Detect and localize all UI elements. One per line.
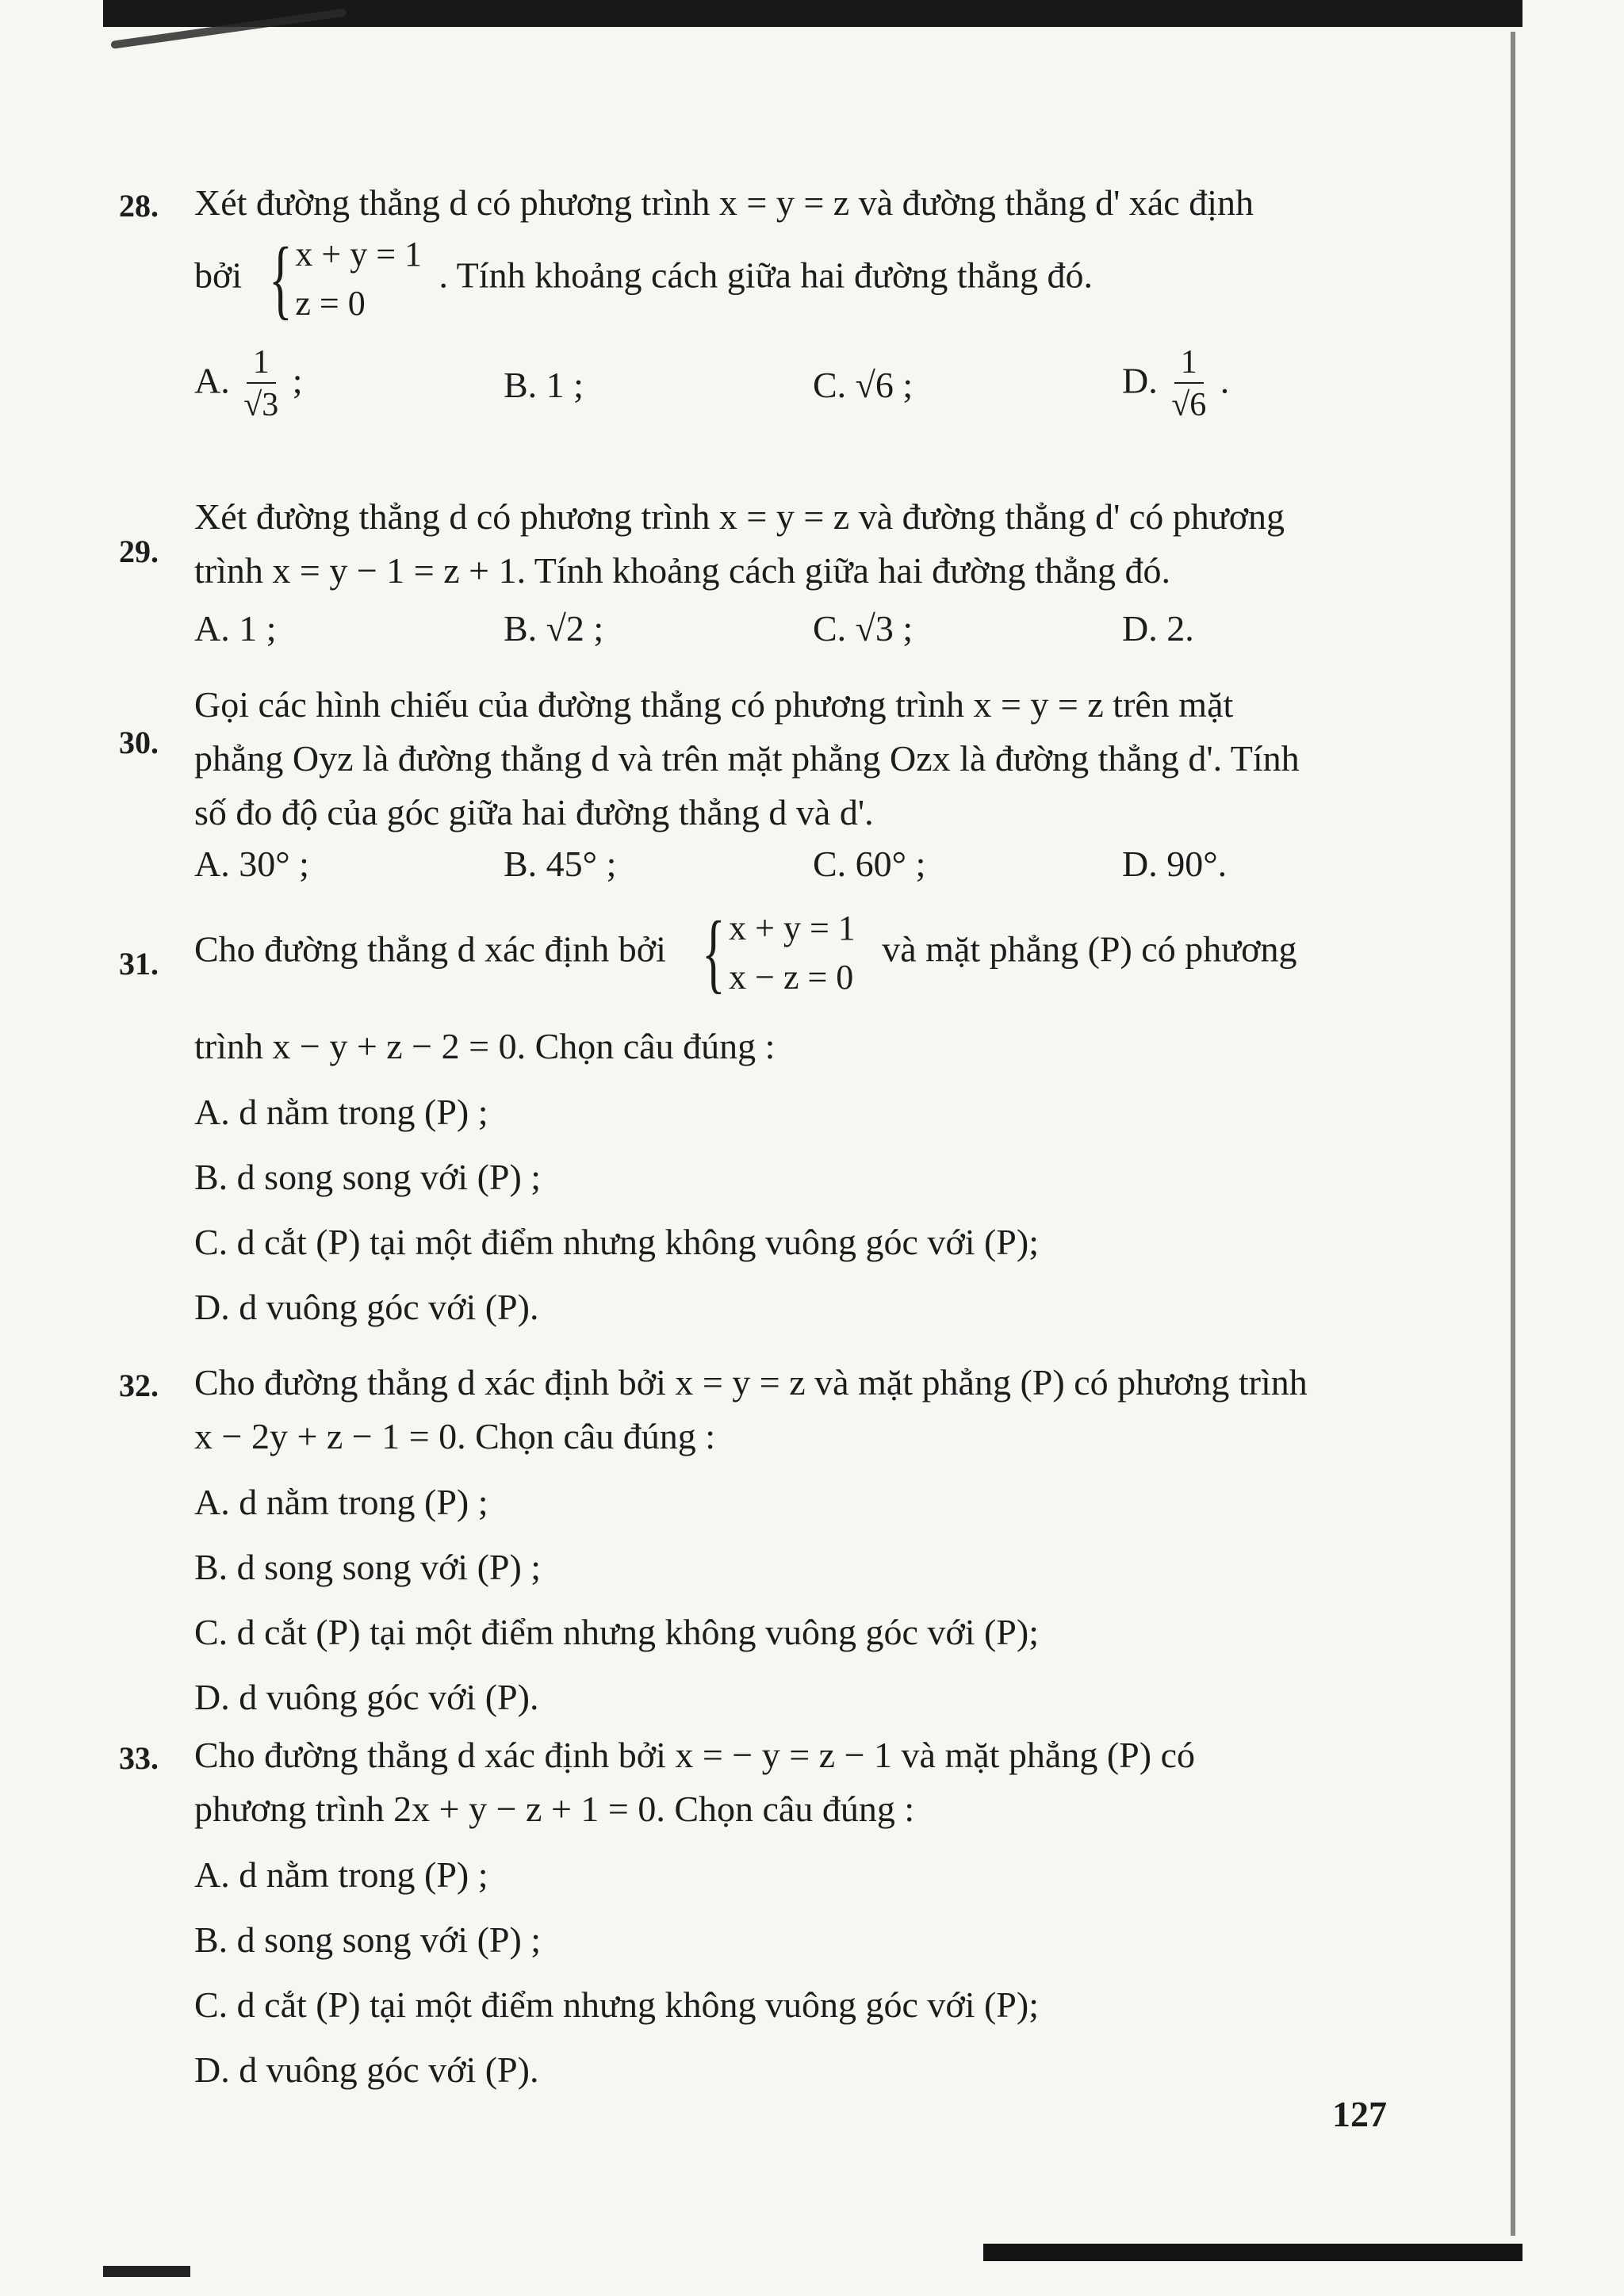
option-a: A. d nằm trong (P) ;	[194, 1092, 488, 1132]
option-a: A. 1 ;	[194, 608, 277, 649]
option-b: B. √2 ;	[504, 608, 604, 649]
question-line: số đo độ của góc giữa hai đường thẳng d và d'.	[194, 792, 874, 832]
question-line: phương trình 2x + y − z + 1 = 0. Chọn câu đúng :	[194, 1789, 915, 1829]
equation-line: x + y = 1	[729, 909, 856, 947]
equation-line: x + y = 1	[295, 235, 423, 274]
option-c: C. d cắt (P) tại một điểm nhưng không vuông góc với (P);	[194, 1222, 1039, 1262]
question-line: Gọi các hình chiếu của đường thẳng có phương trình x = y = z trên mặt	[194, 684, 1234, 725]
option-b: B. d song song với (P) ;	[194, 1157, 542, 1197]
question-number: 28.	[119, 188, 159, 224]
question-33	[119, 1728, 1396, 2103]
answer-options	[194, 342, 1396, 427]
question-line: trình x = y − 1 = z + 1. Tính khoảng cách giữa hai đường thẳng đó.	[194, 550, 1171, 591]
answer-options	[119, 1080, 1396, 1340]
question-text	[194, 490, 1396, 598]
option-d: D. 90°.	[1122, 844, 1228, 884]
question-line	[194, 904, 1396, 1002]
question-line: Cho đường thẳng d xác định bởi x = − y = z − 1 và mặt phẳng (P) có	[194, 1735, 1195, 1775]
option-d: D. $\frac{1}{√6}$ .	[1122, 342, 1431, 427]
scan-right-edge	[1511, 32, 1515, 2236]
question-32	[119, 1356, 1396, 1730]
option-a: A. 30° ;	[194, 844, 309, 884]
equation-line: x − z = 0	[729, 958, 854, 997]
scan-bottom-left-mark	[103, 2266, 190, 2277]
question-line: x − 2y + z − 1 = 0. Chọn câu đúng :	[194, 1416, 715, 1456]
question-number: 33.	[119, 1740, 159, 1776]
option-d: D. 2.	[1122, 608, 1194, 649]
question-text-part: . Tính khoảng cách giữa hai đường thẳng đó.	[439, 254, 1094, 296]
question-text-part: bởi	[194, 254, 243, 296]
option-b: B. 45° ;	[504, 844, 617, 884]
brace-glyph: {	[702, 904, 726, 1002]
question-number: 29.	[119, 534, 159, 569]
option-c: C. 60° ;	[813, 844, 926, 884]
page-number: 127	[1332, 2094, 1387, 2134]
question-29	[119, 490, 1396, 649]
question-line: Xét đường thẳng d có phương trình x = y = z và đường thẳng d' xác định	[194, 182, 1254, 223]
equation-line: z = 0	[295, 284, 366, 323]
option-a: A. d nằm trong (P) ;	[194, 1854, 488, 1895]
option-c: C. √3 ;	[813, 608, 914, 649]
option-b: B. d song song với (P) ;	[194, 1547, 542, 1587]
brace-glyph: {	[268, 230, 293, 328]
answer-options	[119, 1470, 1396, 1730]
scan-bottom-border	[983, 2244, 1522, 2261]
question-number: 31.	[119, 946, 159, 982]
question-28	[119, 176, 1396, 427]
question-text	[194, 176, 1396, 328]
question-number: 32.	[119, 1368, 159, 1403]
equation-system	[259, 230, 422, 328]
option-a: A. $\frac{1}{√3}$ ;	[194, 342, 504, 427]
question-text	[194, 678, 1396, 840]
question-line: Xét đường thẳng d có phương trình x = y = z và đường thẳng d' có phương	[194, 496, 1285, 537]
question-text-part: và mặt phẳng (P) có phương	[882, 928, 1297, 970]
option-b: B. d song song với (P) ;	[194, 1919, 542, 1960]
question-text-part: Cho đường thẳng d xác định bởi	[194, 928, 666, 970]
equation-system	[692, 904, 855, 1002]
option-d: D. d vuông góc với (P).	[194, 2049, 539, 2090]
option-b: B. 1 ;	[504, 364, 584, 405]
fraction: $\frac{1}{√3}$	[243, 344, 279, 423]
answer-options	[119, 1843, 1396, 2103]
question-31	[119, 904, 1396, 1340]
option-c: C. d cắt (P) tại một điểm nhưng không vuông góc với (P);	[194, 1612, 1039, 1652]
question-text	[194, 1356, 1396, 1464]
question-line: phẳng Oyz là đường thẳng d và trên mặt phẳng Ozx là đường thẳng d'. Tính	[194, 738, 1300, 779]
question-number: 30.	[119, 725, 159, 760]
answer-options	[194, 843, 1396, 885]
question-text	[194, 1728, 1396, 1836]
option-d: D. d vuông góc với (P).	[194, 1287, 539, 1327]
option-c: C. √6 ;	[813, 364, 914, 405]
answer-options	[194, 607, 1396, 649]
question-text	[194, 904, 1396, 1073]
question-30	[119, 678, 1396, 885]
question-line: Cho đường thẳng d xác định bởi x = y = z và mặt phẳng (P) có phương trình	[194, 1362, 1308, 1402]
option-d: D. d vuông góc với (P).	[194, 1677, 539, 1717]
fraction: $\frac{1}{√6}$	[1171, 344, 1207, 423]
question-line: trình x − y + z − 2 = 0. Chọn câu đúng :	[194, 1026, 776, 1066]
option-c: C. d cắt (P) tại một điểm nhưng không vuông góc với (P);	[194, 1984, 1039, 2025]
question-line	[194, 230, 1396, 328]
option-a: A. d nằm trong (P) ;	[194, 1482, 488, 1522]
